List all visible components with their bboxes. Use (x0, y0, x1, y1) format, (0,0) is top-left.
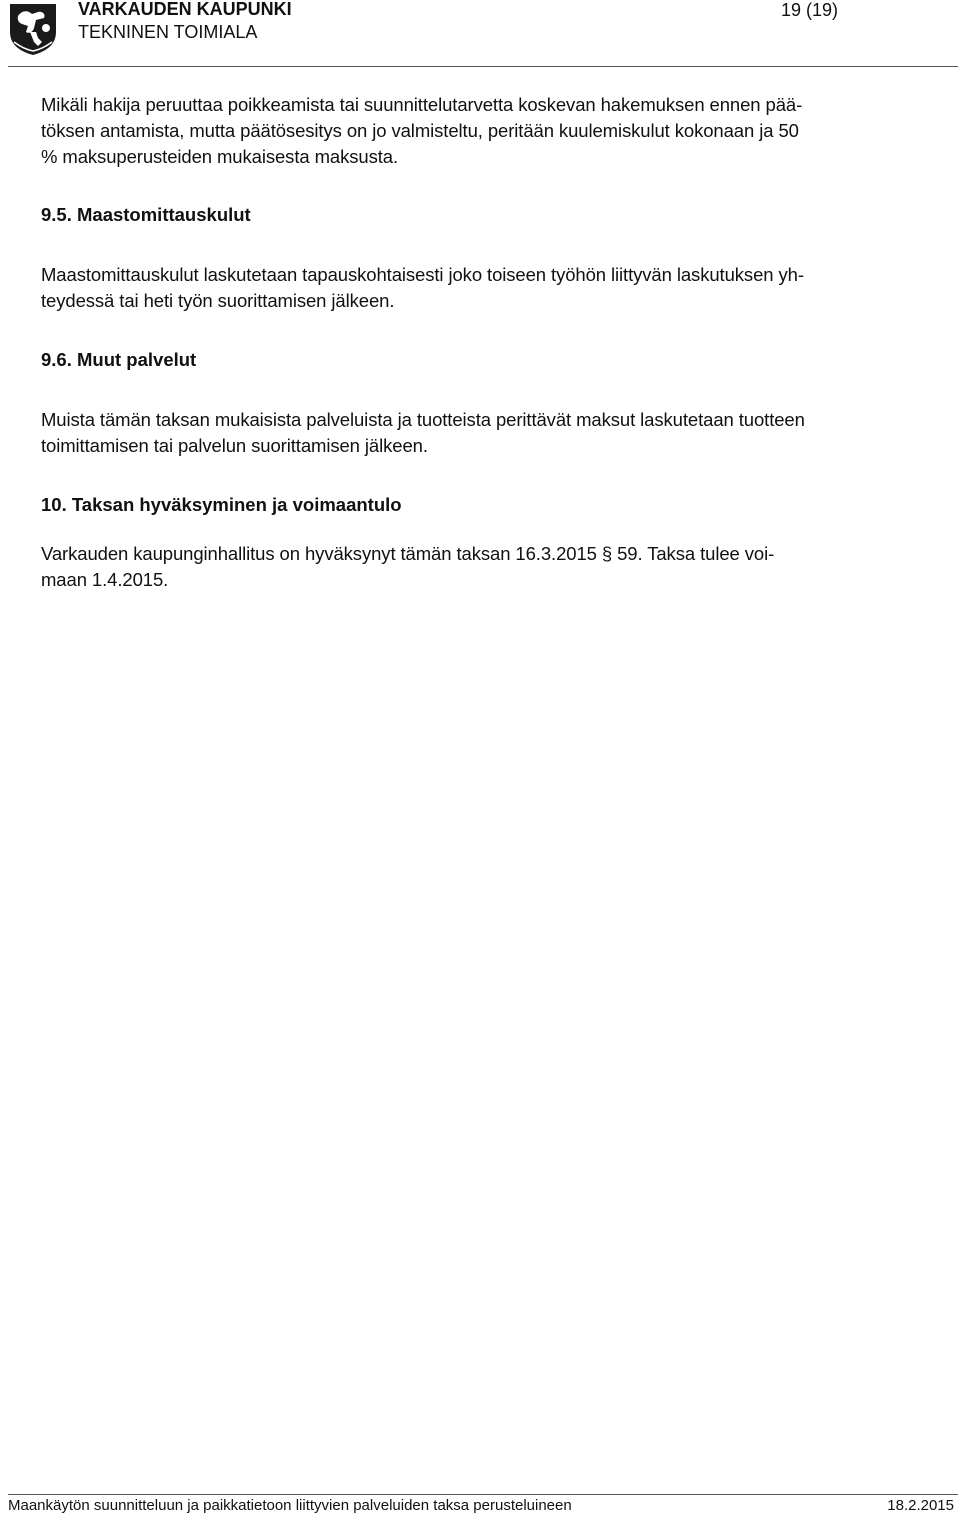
page-number: 19 (19) (780, 0, 838, 20)
section-paragraph-9-5 (41, 262, 946, 314)
paragraph-line: % maksuperusteiden mukaisesta maksusta. (41, 146, 399, 167)
footer-document-title: Maankäytön suunnitteluun ja paikkatietoon liittyvien palveluiden taksa perusteluineen (8, 1497, 572, 1514)
section-heading-9-5: 9.5. Maastomittauskulut (41, 204, 251, 225)
paragraph-line: Mikäli hakija peruuttaa poikkeamista tai suunnittelutarvetta koskevan hakemuksen ennen pää- (41, 94, 803, 115)
paragraph-line: teydessä tai heti työn suorittamisen jälkeen. (41, 290, 395, 311)
department-name: TEKNINEN TOIMIALA (78, 22, 258, 42)
city-crest-logo (8, 2, 58, 56)
header-divider (8, 66, 958, 67)
footer-divider (8, 1494, 958, 1495)
section-paragraph-9-6 (41, 407, 946, 459)
organization-name: VARKAUDEN KAUPUNKI (78, 0, 292, 19)
section-paragraph-10 (41, 541, 946, 593)
paragraph-line: maan 1.4.2015. (41, 569, 169, 590)
page-header (0, 0, 960, 68)
document-body (41, 92, 946, 593)
section-heading-10: 10. Taksan hyväksyminen ja voimaantulo (41, 494, 402, 515)
paragraph-line: töksen antamista, mutta päätösesitys on jo valmisteltu, peritään kuulemiskulut kokonaan ja 50 (41, 120, 799, 141)
intro-paragraph (41, 92, 946, 170)
paragraph-line: toimittamisen tai palvelun suorittamisen jälkeen. (41, 435, 428, 456)
section-heading-9-6: 9.6. Muut palvelut (41, 349, 197, 370)
footer-date: 18.2.2015 (887, 1497, 954, 1514)
paragraph-line: Maastomittauskulut laskutetaan tapauskohtaisesti joko toiseen työhön liittyvän laskutuksen yh- (41, 264, 804, 285)
paragraph-line: Muista tämän taksan mukaisista palveluista ja tuotteista perittävät maksut laskutetaan tuotteen (41, 409, 805, 430)
paragraph-line: Varkauden kaupunginhallitus on hyväksynyt tämän taksan 16.3.2015 § 59. Taksa tulee voi- (41, 543, 775, 564)
